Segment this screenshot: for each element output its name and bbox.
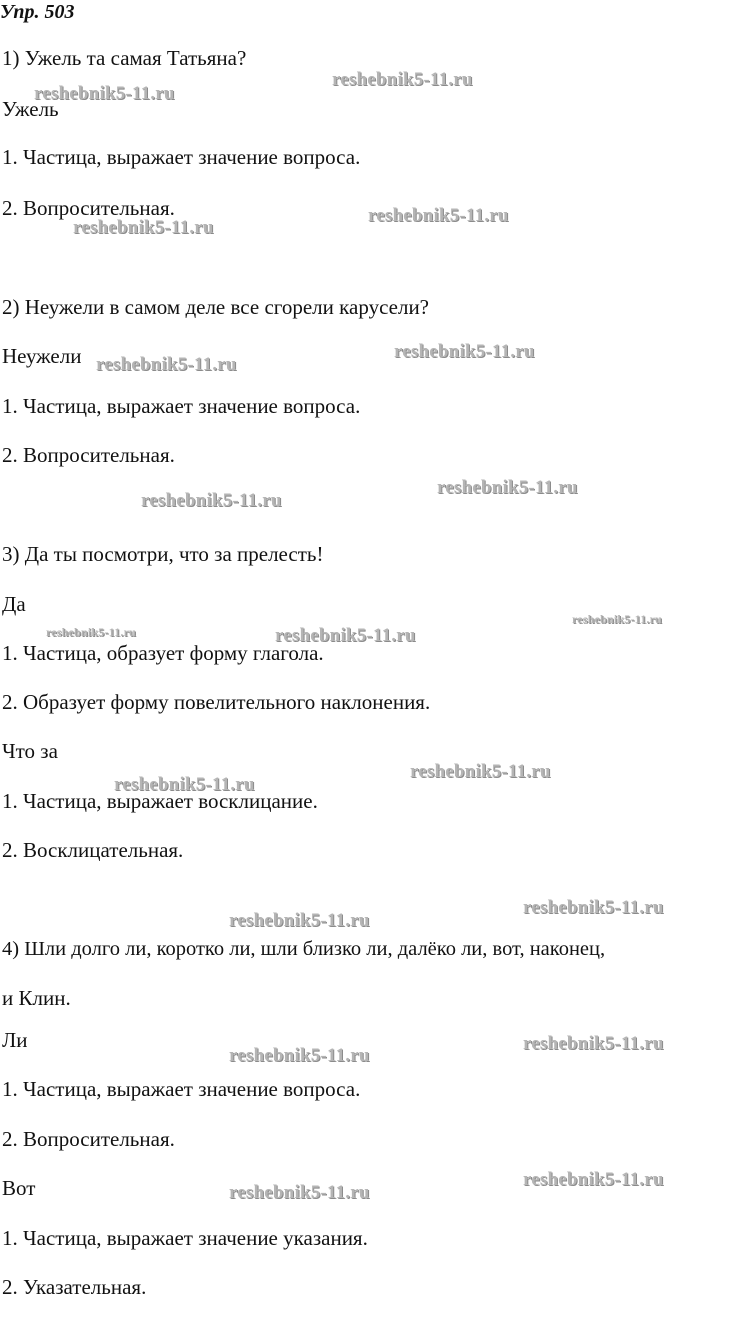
- watermark: reshebnik5-11.ru: [229, 910, 370, 931]
- watermark: reshebnik5-11.ru: [394, 341, 535, 362]
- watermark: reshebnik5-11.ru: [523, 1169, 664, 1190]
- analysis-line: 1. Частица, выражает значение вопроса.: [2, 1077, 361, 1101]
- watermark: reshebnik5-11.ru: [275, 625, 416, 646]
- watermark: reshebnik5-11.ru: [410, 761, 551, 782]
- particle-chto-za: Что за: [2, 739, 58, 763]
- analysis-line: 1. Частица, выражает значение вопроса.: [2, 394, 361, 418]
- watermark: reshebnik5-11.ru: [96, 354, 237, 375]
- sentence-2: 2) Неужели в самом деле все сгорели карусели?: [2, 295, 430, 319]
- watermark: reshebnik5-11.ru: [229, 1045, 370, 1066]
- watermark: reshebnik5-11.ru: [523, 1033, 664, 1054]
- sentence-4-cont: и Клин.: [2, 986, 71, 1010]
- analysis-line: 2. Восклицательная.: [2, 838, 184, 862]
- particle-li: Ли: [2, 1028, 28, 1052]
- particle-neujeli: Неужели: [2, 344, 82, 368]
- analysis-line: 1. Частица, образует форму глагола.: [2, 641, 324, 665]
- watermark: reshebnik5-11.ru: [46, 625, 136, 639]
- analysis-line: 2. Вопросительная.: [2, 1127, 175, 1151]
- sentence-4: 4) Шли долго ли, коротко ли, шли близко ли, далёко ли, вот, наконец,: [2, 938, 606, 960]
- analysis-line: 2. Вопросительная.: [2, 196, 175, 220]
- watermark: reshebnik5-11.ru: [437, 477, 578, 498]
- watermark: reshebnik5-11.ru: [34, 83, 175, 104]
- watermark: reshebnik5-11.ru: [332, 69, 473, 90]
- analysis-line: 1. Частица, выражает восклицание.: [2, 789, 318, 813]
- watermark: reshebnik5-11.ru: [523, 897, 664, 918]
- sentence-3: 3) Да ты посмотри, что за прелесть!: [2, 542, 324, 566]
- exercise-title: Упр. 503: [0, 1, 75, 23]
- watermark: reshebnik5-11.ru: [114, 774, 255, 795]
- particle-da: Да: [2, 592, 26, 616]
- analysis-line: 2. Указательная.: [2, 1275, 147, 1299]
- analysis-line: 1. Частица, выражает значение указания.: [2, 1226, 368, 1250]
- watermark: reshebnik5-11.ru: [368, 205, 509, 226]
- watermark: reshebnik5-11.ru: [572, 612, 662, 626]
- watermark: reshebnik5-11.ru: [141, 490, 282, 511]
- particle-ujel: Ужель: [2, 97, 59, 121]
- analysis-line: 2. Вопросительная.: [2, 443, 175, 467]
- particle-vot: Вот: [2, 1176, 36, 1200]
- watermark: reshebnik5-11.ru: [73, 217, 214, 238]
- sentence-1: 1) Ужель та самая Татьяна?: [2, 46, 247, 70]
- analysis-line: 1. Частица, выражает значение вопроса.: [2, 145, 361, 169]
- watermark: reshebnik5-11.ru: [229, 1182, 370, 1203]
- analysis-line: 2. Образует форму повелительного наклонения.: [2, 690, 431, 714]
